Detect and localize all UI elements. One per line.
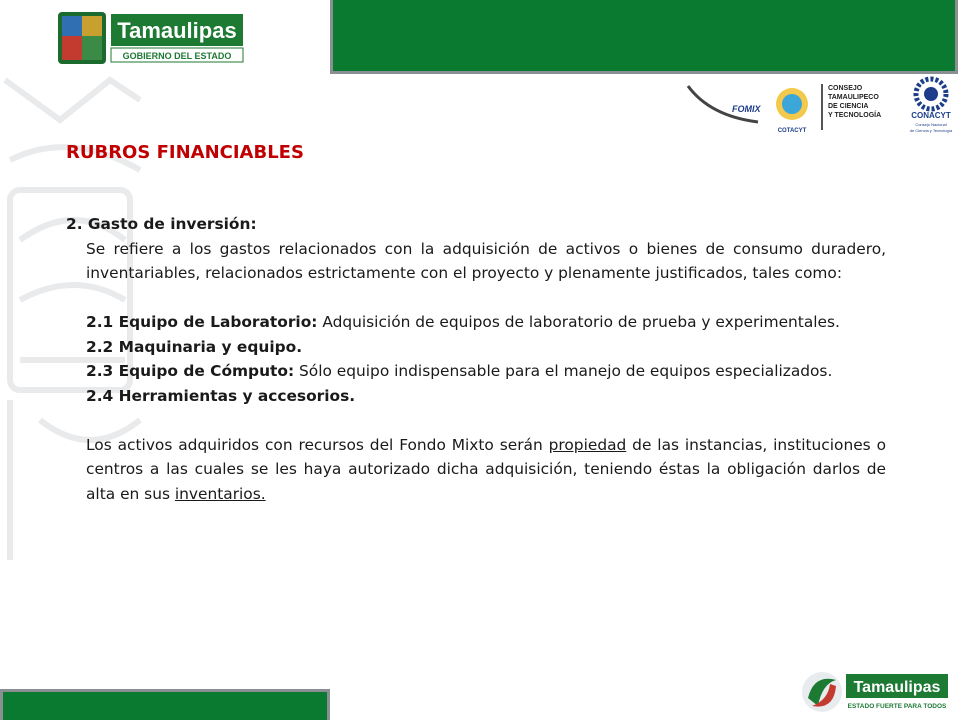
- closing-part-2: de las instancias, instituciones o centros a las cuales se les haya autorizado dicha adquisición, teniendo éstas la obligación darlos de alta en sus: [86, 435, 886, 503]
- header-logo-name: Tamaulipas: [117, 18, 237, 43]
- footer-green-bar: [0, 689, 330, 720]
- conacyt-sub-2: de Ciencia y Tecnología: [909, 128, 953, 133]
- consejo-line-4: Y TECNOLOGÍA: [828, 112, 882, 119]
- consejo-line-1: CONSEJO: [828, 85, 863, 92]
- conacyt-logo: [910, 79, 953, 133]
- cotacyt-label: COTACYT: [777, 128, 807, 134]
- item-2-1: [86, 310, 886, 335]
- swirl-emblem-icon: [802, 672, 842, 712]
- item-2-1-text: Adquisición de equipos de laboratorio de prueba y experimentales.: [317, 313, 840, 331]
- tamaulipas-footer-logo: [800, 668, 950, 716]
- consejo-line-2: TAMAULIPECO: [828, 94, 879, 101]
- item-2-1-label: 2.1 Equipo de Laboratorio:: [86, 313, 318, 331]
- item-2-3-label: 2.3 Equipo de Cómputo:: [86, 362, 295, 380]
- conacyt-label: CONACYT: [911, 111, 951, 120]
- section-heading: 2. Gasto de inversión:: [66, 215, 257, 233]
- propiedad-text: propiedad: [548, 435, 627, 454]
- closing-part-1: Los activos adquiridos con recursos del Fondo Mixto serán: [86, 435, 549, 454]
- main-content: [66, 212, 886, 506]
- partner-logos: [680, 76, 960, 136]
- footer-logo-sub: ESTADO FUERTE PARA TODOS: [847, 703, 947, 710]
- fomix-label: FOMIX: [732, 104, 761, 114]
- header-logo-sub: GOBIERNO DEL ESTADO: [122, 51, 232, 61]
- intro-paragraph: Se refiere a los gastos relacionados con la adquisición de activos o bienes de consumo duradero, inventariables, relacionados estrictamente con el proyecto y plenamente justificados, tales como:: [86, 239, 886, 282]
- page-title: RUBROS FINANCIABLES: [66, 142, 304, 163]
- section-body: [86, 237, 886, 507]
- item-2-4: [86, 384, 886, 409]
- footer-logo-name: Tamaulipas: [853, 679, 941, 696]
- item-2-2: [86, 335, 886, 360]
- cotacyt-logo: [776, 88, 808, 134]
- fomix-logo: [688, 86, 761, 122]
- header-green-banner: [330, 0, 958, 74]
- conacyt-sub-1: Consejo Nacional: [915, 122, 947, 127]
- consejo-line-3: DE CIENCIA: [828, 103, 869, 110]
- inventarios-text: inventarios.: [174, 484, 266, 503]
- item-2-2-label: 2.2 Maquinaria y equipo.: [86, 337, 303, 356]
- item-2-3-text: Sólo equipo indispensable para el manejo de equipos especializados.: [294, 362, 833, 380]
- closing-paragraph: [86, 433, 886, 507]
- item-2-3: [86, 359, 886, 384]
- tamaulipas-government-logo: [56, 10, 246, 66]
- item-2-4-label: 2.4 Herramientas y accesorios.: [86, 386, 356, 405]
